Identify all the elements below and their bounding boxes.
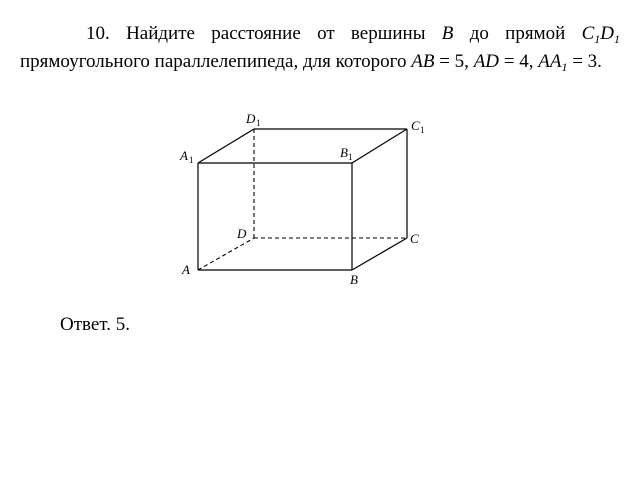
vertex-label-b1: B xyxy=(340,145,348,160)
parallelepiped-drawing xyxy=(170,108,440,288)
aa1-value: = 3. xyxy=(572,51,602,72)
ad-value: = 4, xyxy=(503,51,534,72)
vertex-label-d: D xyxy=(237,226,247,241)
edge-c1-b1 xyxy=(352,129,407,163)
aa-letters: AA xyxy=(538,51,562,72)
problem-text-1: Найдите расстояние от вершины xyxy=(126,23,426,44)
line-c-letter: C xyxy=(581,23,595,44)
problem-statement xyxy=(20,20,620,76)
vertex-label-b: B xyxy=(350,272,358,287)
vertex-label-d1: D xyxy=(246,111,256,126)
ad-label: AD xyxy=(473,51,500,72)
vertex-sub-a1: 1 xyxy=(189,155,194,165)
aa-sub: 1 xyxy=(561,60,568,74)
line-d-sub: 1 xyxy=(614,32,621,46)
edge-a1-d1 xyxy=(198,129,254,163)
problem-text-2: до прямой xyxy=(469,23,566,44)
ab-label: AB xyxy=(411,51,435,72)
vertex-label-a: A xyxy=(182,262,190,277)
aa1-label xyxy=(538,51,567,72)
answer: Ответ. 5. xyxy=(60,314,130,335)
problem-text-3: прямоугольного параллелепипеда, для которого xyxy=(20,51,407,72)
vertex-sub-c1: 1 xyxy=(420,125,425,135)
vertex-sub-b1: 1 xyxy=(348,152,353,162)
vertex-label-a1: A xyxy=(180,148,188,163)
line-c1-label xyxy=(582,23,620,44)
ab-value: = 5, xyxy=(439,51,469,72)
vertex-label-c1: C xyxy=(411,118,420,133)
edge-a-d-hidden xyxy=(198,238,254,270)
parallelepiped-figure xyxy=(170,108,440,288)
line-d-letter: D xyxy=(600,23,615,44)
vertex-b-label: B xyxy=(441,23,454,44)
vertex-label-c: C xyxy=(410,231,419,246)
problem-number: 10. xyxy=(86,23,110,44)
edge-c-b xyxy=(352,238,407,270)
line-c-sub: 1 xyxy=(594,32,601,46)
vertex-sub-d1: 1 xyxy=(256,118,261,128)
